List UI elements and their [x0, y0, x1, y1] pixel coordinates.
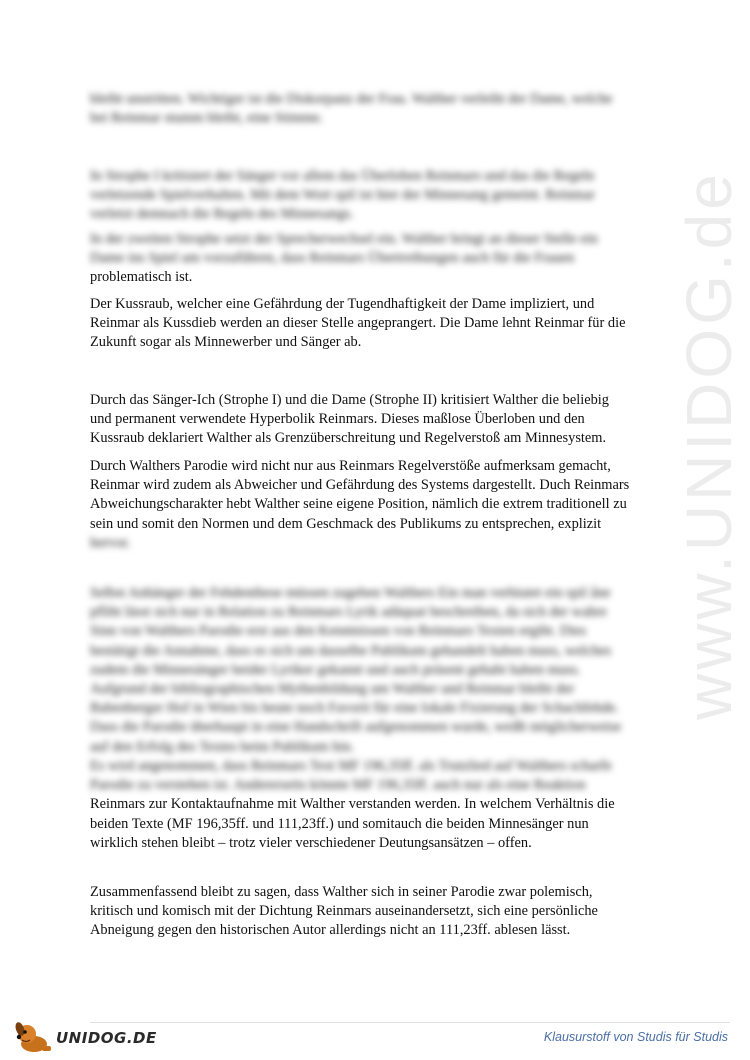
text-line: bestätigt die Annahme, dass es sich um dasselbe Publikum gehandelt haben muss, welches [90, 642, 612, 659]
text-line: pfliht lässt sich nur in Relation zu Reinmars Lyrik adäquat beschreiben, da sich der wahre [90, 604, 607, 621]
text-line: auf den Erfolg des Textes beim Publikum hin. [90, 738, 355, 755]
text-line: Reinmar wird zudem als Abweicher und Gefährdung des Systems dargestellt. Duch Reinmars [90, 477, 630, 494]
text-line: Kussraub deklariert Walther als Grenzüberschreitung und Regelverstoß am Minnesystem. [90, 430, 607, 447]
text-line: verletzt demnach die Regeln des Minnesangs. [90, 206, 354, 223]
watermark: www.UNIDOG.de [673, 170, 745, 720]
paragraph-5 [90, 391, 650, 449]
logo-text: UNIDOG.DE [56, 1029, 157, 1047]
text-line: Der Kussraub, welcher eine Gefährdung der Tugendhaftigkeit der Dame impliziert, und [90, 296, 595, 312]
unidog-logo [14, 1020, 164, 1054]
text-line: Babenberger Hof in Wien bis heute noch Favorit für eine lokale Fixierung der Schachfehde. [90, 700, 619, 717]
footer-divider [90, 1022, 730, 1023]
text-line: wirklich stehen bleibt – trotz vieler verschiedener Deutungsansätzen – offen. [90, 834, 532, 851]
dog-mascot-icon [14, 1020, 54, 1054]
text-line: Zukunft sogar als Minnewerber und Sänger ab. [90, 334, 362, 351]
paragraph-1 [90, 90, 650, 128]
text-line: Abneigung gegen den historischen Autor allerdings nicht an 111,23ff. ablesen lässt. [90, 922, 571, 939]
text-line: Dass die Parodie überhaupt in eine Handschrift aufgenommen wurde, weißt möglicherweise [90, 719, 622, 736]
text-line: In Strophe I kritisiert der Sänger vor allem das Überloben Reinmars und das die Regeln [90, 168, 595, 184]
footer-tagline: Klausurstoff von Studis für Studis [543, 1030, 728, 1044]
text-line: Abweichungscharakter hebt Walther seine eigene Position, nämlich die extrem traditionell zu [90, 496, 627, 513]
text-line: Reinmar als Kussdieb werden an dieser Stelle angeprangert. Die Dame lehnt Reinmar für die [90, 315, 626, 332]
text-line: Durch das Sänger-Ich (Strophe I) und die Dame (Strophe II) kritisiert Walther die beliebig [90, 392, 609, 408]
paragraph-8 [90, 757, 650, 853]
text-line: Aufgrund der bibliographischen Mythenbildung um Walther und Reinmar bleibt der [90, 681, 575, 698]
paragraph-3 [90, 230, 650, 288]
paragraph-6 [90, 457, 650, 553]
text-line: kritisch und komisch mit der Dichtung Reinmars auseinandersetzt, sich eine persönliche [90, 903, 598, 920]
text-line: problematisch ist. [90, 269, 193, 286]
text-line: hervor. [90, 534, 131, 551]
text-line: zudem die Minnesänger beider Lyriker gekannt und auch präsent gehabt haben muss. [90, 661, 581, 678]
text-line: beiden Texte (MF 196,35ff. und 111,23ff.) und somitauch die beiden Minnesänger nun [90, 815, 589, 832]
text-line: sein und somit den Normen und dem Geschmack des Publikums zu entsprechen, explizit [90, 515, 602, 532]
text-line: Sinn von Walthers Parodie erst aus den Kenntnissen von Reinmars Texten ergibt. Dies [90, 623, 587, 640]
text-line: verletzende Spielverhalten. Mit dem Wort spil ist hier der Minnesang gemeint. Reinmar [90, 187, 595, 204]
text-line: und permanent verwendete Hyperbolik Reinmars. Dieses maßlose Überloben und den [90, 411, 585, 428]
text-line: In der zweiten Strophe setzt der Sprecherwechsel ein. Walther bringt an dieser Stelle ein [90, 231, 598, 247]
paragraph-2 [90, 167, 650, 225]
paragraph-4 [90, 295, 650, 353]
text-line: Es wird angenommen, dass Reinmars Text MF 196,35ff. als Trutzlied auf Walthers scharfe [90, 758, 612, 774]
paragraph-9 [90, 883, 650, 941]
text-line: Reinmars zur Kontaktaufnahme mit Walther verstanden werden. In welchem Verhältnis die [90, 796, 615, 813]
text-line: Parodie zu verstehen ist. Andererseits könnte MF 196,35ff. auch nur als eine Reaktion [90, 777, 586, 794]
text-line: bleibt unstritten. Wichtiger ist die Diskorpanz der Frau. Walther verleiht der Dame, welche [90, 91, 613, 107]
text-line: Selbst Anhänger der Fehdenthese müssen zugeben Walthers Ein man verbiutet ein spil âne [90, 585, 611, 601]
text-line: bei Reinmar stumm bleibt, eine Stimme. [90, 110, 324, 127]
paragraph-7 [90, 584, 650, 757]
text-line: Zusammenfassend bleibt zu sagen, dass Walther sich in seiner Parodie zwar polemisch, [90, 884, 593, 900]
text-line: Durch Walthers Parodie wird nicht nur aus Reinmars Regelverstöße aufmerksam gemacht, [90, 458, 611, 474]
text-line: Dame ins Spiel um vorzuführen, dass Reinmars Übertreibungen auch für die Frauen [90, 250, 575, 267]
